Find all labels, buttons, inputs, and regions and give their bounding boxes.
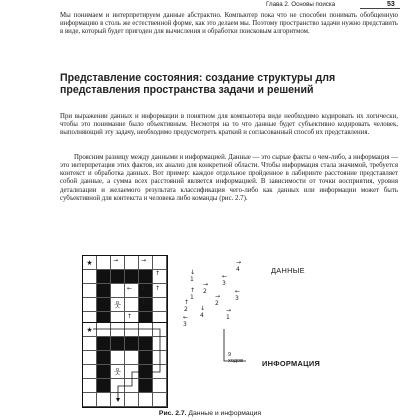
running-header: Глава 2. Основы поиска (266, 1, 336, 8)
arrow-up-icon: ↑ (155, 285, 161, 292)
arrow-up-icon: ↑ (127, 313, 133, 320)
data-arrow: ↑ 1 (190, 287, 196, 301)
intro-paragraph: Мы понимаем и интерпретируем данные абстрактно. Компьютер пока что не способен понимать обобщенную информацию в столь же естественной форме, как это делаем мы. Поэтому пространство задачи нужно представить в виде, который будет пригоден для вычисления и обработки поисковым алгоритмом. (60, 12, 398, 36)
arrow-up-icon: ↑ (141, 299, 147, 306)
label-data: ДАННЫЕ (271, 266, 305, 275)
paragraph-2: Проясним разницу между данными и информацией. Данные — это сырые факты о чем-либо, а информация — это интерпретация этих фактов, их анализ для конкретной области. Чтобы информация стала значимой, требуется контекст и обработка данных. Вот пример: каждое отдельное пройденное в лабиринте расстояние представляет собой данные, а сумма всех расстояний является информацией. В зависимости от точки восприятия, уровня детализации и желаемого результата классификация чего-либо как данных или информации может быть субъективной для контекста и человека либо команды (рис. 2.7). (60, 154, 398, 202)
data-arrow: ↓ 1 (190, 269, 196, 283)
steps-count: 9 ходов (228, 352, 244, 364)
data-arrow: → 2 (215, 293, 221, 307)
person-icon: 웃 (111, 298, 125, 312)
arrow-left-icon: ← (127, 285, 133, 292)
section-heading: Представление состояния: создание структуры для представления пространства задачи и решений (60, 72, 336, 97)
arrow-right-icon: → (113, 257, 119, 264)
data-arrow: → 2 (203, 281, 209, 295)
data-arrow: ← 3 (183, 314, 189, 328)
data-arrow: → 1 (226, 307, 232, 321)
arrow-up-icon: ↑ (155, 270, 161, 277)
data-arrow: ← 3 (222, 273, 228, 287)
data-arrow: ← 3 (235, 288, 241, 302)
star-icon: ★ (83, 323, 97, 337)
arrow-down-icon: ↓ (141, 285, 147, 292)
arrow-right-icon: → (141, 257, 147, 264)
figure-caption (0, 410, 420, 417)
paragraph-1: При выражении данных и информации в понятном для компьютера виде необходимо кодировать их логически, чтобы это понимание было объективным. Несмотря на то что данные будет субъективно кодировать человек, выполняющий эту задачу, необходимо предусмотреть краткий и согласованный способ их представления. (60, 113, 398, 137)
data-arrow: ↓ 4 (200, 305, 206, 319)
route-path (82, 322, 168, 408)
page-number: 53 (387, 1, 395, 8)
data-arrow: → 4 (236, 259, 242, 273)
caption-text: Данные и информация (188, 410, 262, 417)
label-info: ИНФОРМАЦИЯ (262, 359, 321, 368)
data-arrow: ↑ 2 (184, 299, 190, 313)
star-icon: ★ (83, 256, 97, 270)
caption-label: Рис. 2.7. (158, 410, 187, 417)
header-rule (360, 8, 400, 9)
person-icon: 웃 (111, 365, 125, 379)
